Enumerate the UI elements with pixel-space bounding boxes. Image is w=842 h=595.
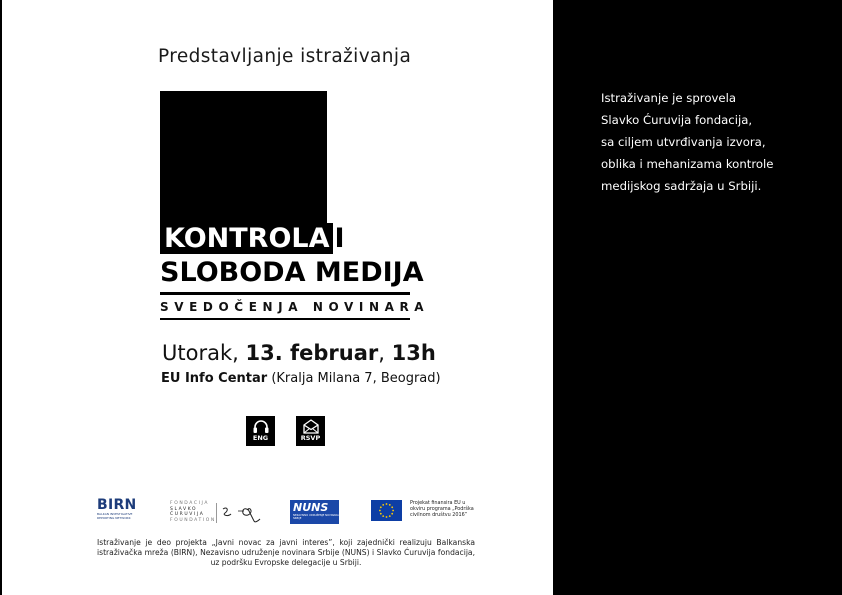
event-date <box>162 341 436 365</box>
slavko-curuvija-foundation-logo <box>170 501 270 525</box>
eng-button[interactable] <box>246 416 275 446</box>
headphones-icon <box>252 419 270 434</box>
birn-logo-name: BIRN <box>97 497 137 513</box>
birn-logo-sub: BALKAN INVESTIGATIVE REPORTING NETWORK <box>97 512 133 520</box>
nuns-logo-name: NUNS <box>293 501 329 514</box>
event-date-sep: , <box>378 341 385 365</box>
envelope-icon <box>302 419 320 434</box>
event-time: 13h <box>391 341 436 365</box>
event-label: Predstavljanje istraživanja <box>158 46 412 67</box>
side-text-line: sa ciljem utvrđivanja izvora, <box>601 135 766 149</box>
eu-funding-note: Projekat finansira EU u okviru programa „Podrška civilnom društvu 2016” <box>410 500 474 518</box>
side-text-line: medijskog sadržaja u Srbiji. <box>601 179 762 193</box>
venue-address: (Kralja Milana 7, Beograd) <box>271 371 441 386</box>
title-line-1 <box>160 224 345 254</box>
title-rule-top <box>160 292 410 295</box>
scf-logo-line1: FONDACIJA <box>170 501 210 506</box>
scf-logo-line2: SLAVKO <box>170 506 198 512</box>
title-word-kontrola: KONTROLA <box>160 223 333 254</box>
rsvp-button-label: RSVP <box>300 434 321 442</box>
venue-name: EU Info Centar <box>161 371 268 386</box>
rsvp-button[interactable] <box>296 416 325 446</box>
title-word-i: I <box>334 223 345 254</box>
eu-flag-logo <box>371 500 402 521</box>
nuns-logo <box>290 500 339 524</box>
scf-logo-line4: FOUNDATION <box>170 517 216 523</box>
scf-logo-line3: ĆURUVIJA <box>170 512 205 517</box>
scf-signature-icon <box>220 501 262 525</box>
event-day: Utorak, <box>162 341 239 365</box>
eng-button-label: ENG <box>252 434 269 442</box>
side-text-line: oblika i mehanizama kontrole <box>601 157 774 171</box>
side-text-line: Istraživanje je sprovela <box>601 91 736 105</box>
side-text-line: Slavko Ćuruvija fondacija, <box>601 113 753 127</box>
title-line-2: SLOBODA MEDIJA <box>160 257 424 288</box>
scf-logo-divider <box>216 503 217 523</box>
title-tagline: SVEDOČENJA NOVINARA <box>160 300 430 314</box>
footer-note: Istraživanje je deo projekta „Javni novac za javni interes”, koji zajednički realizuju Balkanska istraživačka mreža (BIRN), Nezavisno udruženje novinara Srbije (NUNS) i Slavko Ćuruvija fondacija, uz podršku Evropske delegacije u Srbiji. <box>97 538 475 567</box>
event-venue <box>161 371 441 386</box>
event-date-value: 13. februar <box>245 341 379 365</box>
eu-stars-icon <box>371 500 402 521</box>
nuns-logo-sub: NEZAVISNO UDRUŽENJE NOVINARA SRBIJE <box>293 514 339 520</box>
side-description <box>601 87 801 197</box>
title-rule-bottom <box>160 318 410 320</box>
birn-logo <box>97 498 147 526</box>
